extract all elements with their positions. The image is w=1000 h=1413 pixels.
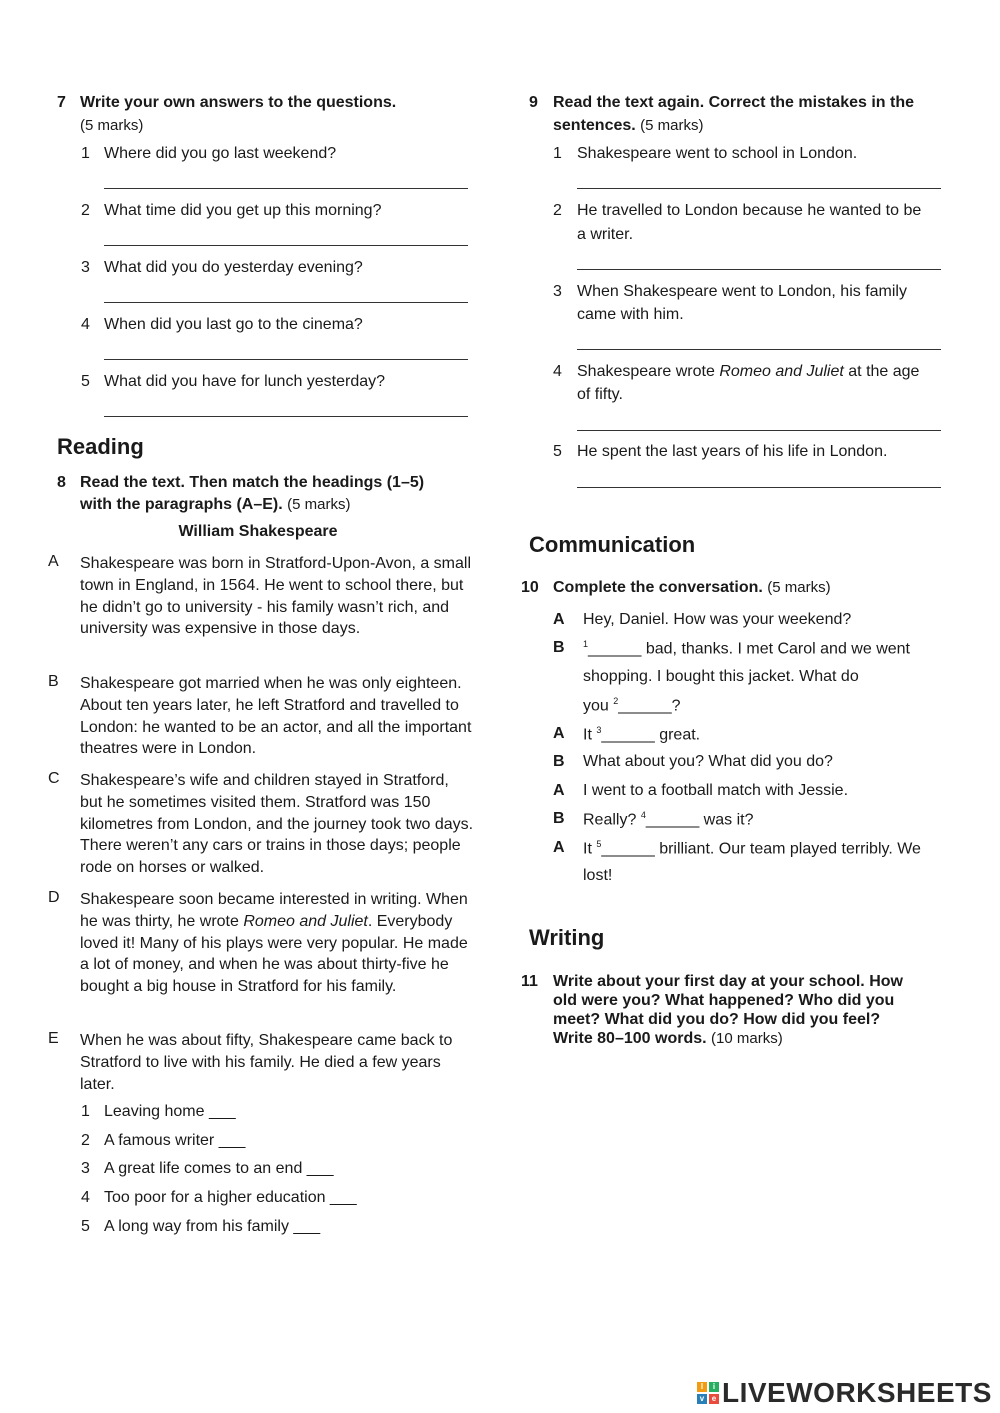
q7-number: 7 — [57, 94, 66, 111]
q8-number: 8 — [57, 474, 66, 491]
q7-answer-line[interactable] — [104, 188, 468, 189]
heading-item-number: 3 — [81, 1160, 90, 1177]
paragraph-text: When he was about fifty, Shakespeare came back to Stratford to live with his family. He died a few years later. — [80, 1032, 453, 1093]
liveworksheets-logo[interactable] — [697, 1378, 992, 1408]
q7-item-text: What time did you get up this morning? — [104, 202, 382, 219]
q9-title-line2-text: sentences. — [553, 117, 636, 134]
q9-item-number: 2 — [553, 202, 562, 219]
dialogue-text: shopping. I bought this jacket. What do — [583, 668, 859, 685]
dialogue-text: What about you? What did you do? — [583, 753, 833, 770]
heading-item-number: 5 — [81, 1218, 90, 1235]
paragraph-letter: E — [48, 1030, 59, 1047]
dialogue-text — [583, 639, 910, 658]
q9-marks: (5 marks) — [640, 117, 704, 134]
q11-number: 11 — [521, 973, 538, 990]
paragraph-text: Shakespeare got married when he was only eighteen. About ten years later, he left Stratford and travelled to London: he wanted to be an actor, and all the important theatres were in London. — [80, 675, 472, 758]
q10-title-text: Complete the conversation. — [553, 579, 763, 596]
gap-blank[interactable]: ______ — [601, 840, 655, 858]
q7-item-number: 3 — [81, 259, 90, 276]
q9-number: 9 — [529, 94, 538, 111]
q9-item-text-line2: a writer. — [577, 226, 634, 243]
dialogue-text — [583, 725, 700, 744]
q10-marks: (5 marks) — [767, 579, 831, 596]
q7-answer-line[interactable] — [104, 302, 468, 303]
speaker-label: A — [553, 839, 565, 856]
gap-number: 3 — [596, 725, 602, 735]
q9-item-text: Shakespeare went to school in London. — [577, 145, 858, 162]
q9-item-text: He travelled to London because he wanted to be — [577, 202, 922, 219]
heading-item-number: 1 — [81, 1103, 90, 1120]
gap-number: 2 — [613, 696, 619, 706]
dialogue-text-part: bad, thanks. I met Carol and we went — [641, 640, 910, 658]
gap-blank[interactable]: ______ — [618, 697, 672, 715]
logo-letter: i — [709, 1382, 719, 1392]
dialogue-text-part: It — [583, 840, 597, 858]
q9-answer-line[interactable] — [577, 430, 941, 431]
q9-item-text: When Shakespeare went to London, his family — [577, 283, 907, 300]
communication-heading: Communication — [529, 532, 696, 557]
q11-last-line — [553, 1030, 783, 1048]
q8-title-line2 — [80, 496, 351, 514]
q9-answer-line[interactable] — [577, 269, 941, 270]
q11-line: Write 80–100 words. — [553, 1030, 707, 1047]
q8-marks: (5 marks) — [287, 496, 351, 513]
q7-answer-line[interactable] — [104, 416, 468, 417]
heading-item-number: 2 — [81, 1132, 90, 1149]
gap-blank[interactable]: ______ — [588, 640, 642, 658]
q11-line: old were you? What happened? Who did you — [553, 992, 895, 1009]
q7-item-text: What did you have for lunch yesterday? — [104, 373, 386, 390]
paragraph-text — [80, 889, 475, 998]
speaker-label: B — [553, 810, 565, 827]
heading-item-text[interactable]: A long way from his family ___ — [104, 1218, 321, 1235]
paragraph-text: Shakespeare was born in Stratford-Upon-Avon, a small town in England, in 1564. He went to school there, but he didn’t go to university - his family wasn’t rich, and university was expensive in those days. — [80, 555, 472, 638]
paragraph-letter: B — [48, 673, 59, 690]
q7-item-number: 1 — [81, 145, 90, 162]
gap-blank[interactable]: ______ — [645, 811, 700, 829]
gap-number: 5 — [596, 839, 602, 849]
q9-item-text-line2: of fifty. — [577, 386, 623, 403]
reading-heading: Reading — [57, 434, 144, 459]
q8-title-line2-text: with the paragraphs (A–E). — [80, 496, 283, 513]
logo-letter: e — [709, 1394, 719, 1404]
play-title: Romeo and Juliet — [243, 912, 368, 930]
dialogue-text-part: ? — [671, 697, 681, 715]
speaker-label: B — [553, 639, 565, 656]
paragraph-letter: C — [48, 770, 60, 787]
q9-item-number: 3 — [553, 283, 562, 300]
speaker-label: A — [553, 611, 565, 628]
text-title: William Shakespeare — [178, 523, 338, 540]
dialogue-text — [583, 839, 921, 858]
dialogue-text-part: It — [583, 726, 597, 744]
paragraph-letter: A — [48, 553, 59, 570]
q7-item-number: 4 — [81, 316, 90, 333]
q7-item-text: Where did you go last weekend? — [104, 145, 337, 162]
paragraph-letter: D — [48, 889, 60, 906]
logo-letter: l — [697, 1382, 707, 1392]
q9-title-line1: Read the text again. Correct the mistakes in the — [553, 94, 914, 111]
gap-blank[interactable]: ______ — [601, 726, 655, 744]
q9-item-number: 1 — [553, 145, 562, 162]
q9-answer-line[interactable] — [577, 487, 941, 488]
speaker-label: B — [553, 753, 565, 770]
play-title: Romeo and Juliet — [719, 363, 844, 380]
gap-number: 1 — [583, 639, 589, 649]
q10-number: 10 — [521, 579, 539, 596]
dialogue-text-part: you — [583, 697, 614, 715]
q9-item-text-part: at the age — [843, 363, 920, 380]
logo-mark — [697, 1382, 719, 1404]
q11-marks: (10 marks) — [711, 1030, 783, 1047]
dialogue-text: Hey, Daniel. How was your weekend? — [583, 611, 852, 628]
q11-line: meet? What did you do? How did you feel? — [553, 1011, 881, 1028]
q9-item-text — [577, 363, 919, 381]
q7-title: Write your own answers to the questions. — [80, 94, 397, 111]
q7-item-text: What did you do yesterday evening? — [104, 259, 363, 276]
dialogue-text-part: brilliant. Our team played terribly. We — [654, 840, 921, 858]
dialogue-text: lost! — [583, 867, 613, 884]
dialogue-text — [583, 696, 681, 715]
heading-item-number: 4 — [81, 1189, 90, 1206]
q9-item-text-line2: came with him. — [577, 306, 684, 323]
q7-marks: (5 marks) — [80, 117, 144, 134]
q9-item-number: 5 — [553, 443, 562, 460]
paragraph-text: Shakespeare’s wife and children stayed in Stratford, but he sometimes visited them. Stratford was 150 kilometres from London, and the journey took two days. There weren’t any cars or trains in those days; people rode on horses or walked. — [80, 772, 474, 877]
q7-answer-line[interactable] — [104, 359, 468, 360]
q11-line: Write about your first day at your school. How — [553, 973, 903, 990]
q10-title — [553, 579, 831, 597]
q9-answer-line[interactable] — [577, 349, 941, 350]
heading-item-text[interactable]: Leaving home ___ — [104, 1103, 236, 1120]
q9-item-number: 4 — [553, 363, 562, 380]
q9-answer-line[interactable] — [577, 188, 941, 189]
dialogue-text-part: great. — [654, 726, 701, 744]
dialogue-text-part: was it? — [699, 811, 754, 829]
q9-item-text: He spent the last years of his life in London. — [577, 443, 888, 460]
logo-letter: v — [697, 1394, 707, 1404]
dialogue-text-part: Really? — [583, 811, 641, 829]
heading-item-text[interactable]: A great life comes to an end ___ — [104, 1160, 334, 1177]
gap-number: 4 — [640, 810, 646, 820]
q7-item-text: When did you last go to the cinema? — [104, 316, 363, 333]
heading-item-text[interactable]: A famous writer ___ — [104, 1132, 246, 1149]
speaker-label: A — [553, 782, 565, 799]
logo-text: LIVEWORKSHEETS — [722, 1377, 992, 1408]
q7-item-number: 5 — [81, 373, 90, 390]
dialogue-text: I went to a football match with Jessie. — [583, 782, 849, 799]
q7-answer-line[interactable] — [104, 245, 468, 246]
q9-item-text-part: Shakespeare wrote — [577, 363, 720, 380]
heading-item-text[interactable]: Too poor for a higher education ___ — [104, 1189, 357, 1206]
writing-heading: Writing — [529, 925, 605, 950]
q8-title-line1: Read the text. Then match the headings (1–5) — [80, 474, 425, 491]
dialogue-text — [583, 810, 753, 829]
paragraph-text-part: Shakespeare soon became interested in writing. When he was thirty, he wrote — [80, 891, 468, 930]
q9-title-line2 — [553, 117, 704, 135]
paragraph-text-part: . Everybody loved it! Many of his plays were very popular. He made a lot of money, and when he was about thirty-five he bought a big house in Stratford for his family. — [80, 912, 468, 996]
q7-item-number: 2 — [81, 202, 90, 219]
speaker-label: A — [553, 725, 565, 742]
